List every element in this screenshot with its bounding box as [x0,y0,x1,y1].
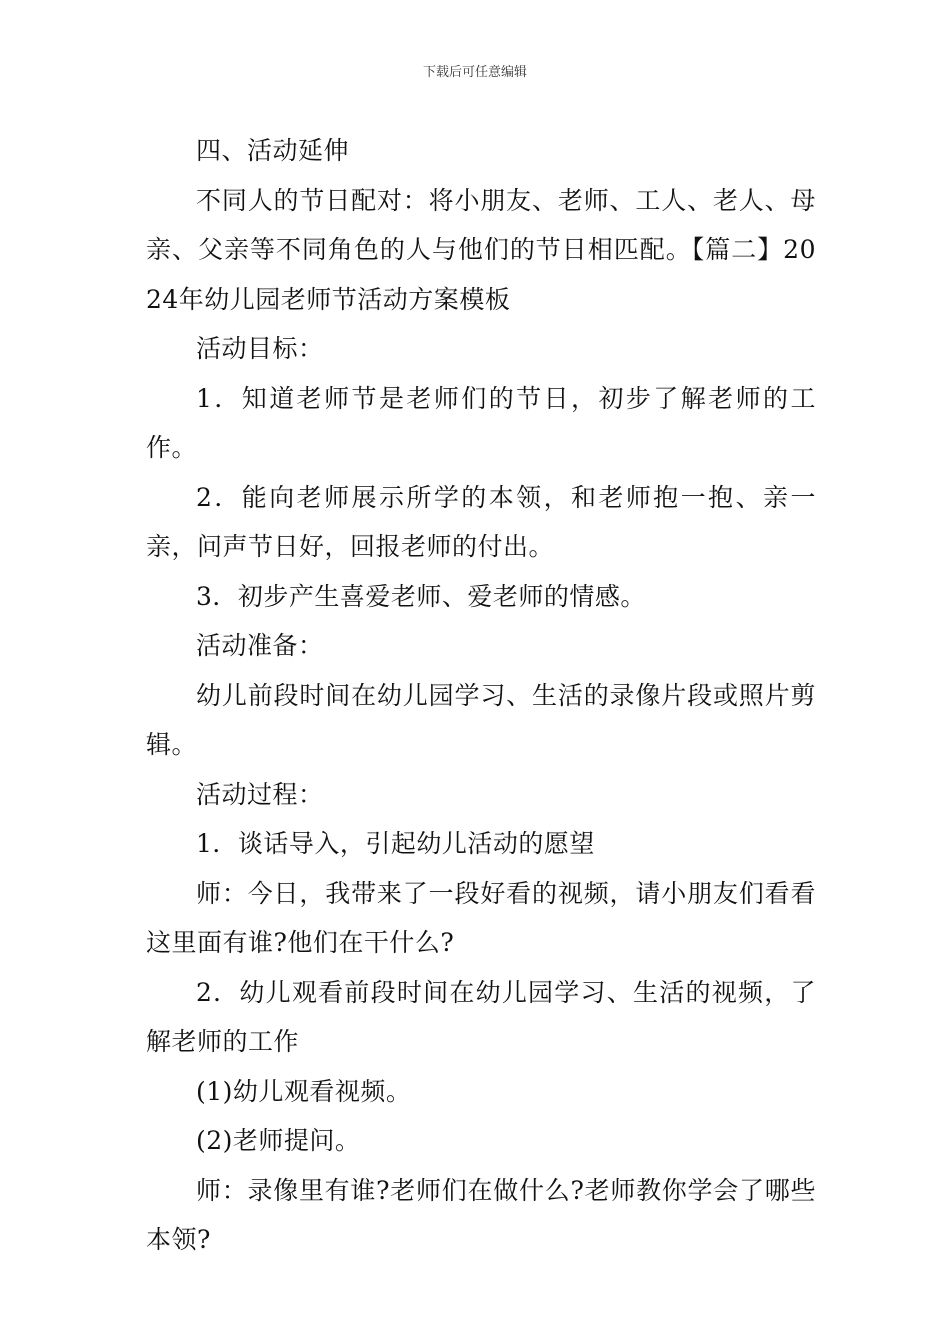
teacher-dialogue-1: 师：今日，我带来了一段好看的视频，请小朋友们看看这里面有谁?他们在干什么? [146,878,816,957]
page-header: 下载后可任意编辑 [422,65,527,80]
heading-activity-preparation: 活动准备： [196,631,324,660]
paragraph-holiday-matching: 不同人的节日配对：将小朋友、老师、工人、老人、母亲、父亲等不同角色的人与他们的节日相匹配。【篇二】2024年幼儿园老师节活动方案模板 [146,185,816,314]
heading-activity-process: 活动过程： [196,779,324,809]
sub-step-2: (2)老师提问。 [196,1126,361,1155]
section-heading-activity-extension: 四、活动延伸 [196,136,350,165]
heading-activity-goals: 活动目标： [196,334,324,363]
goal-item-1: 1．知道老师节是老师们的节日，初步了解老师的工作。 [146,383,816,462]
process-step-2: 2．幼儿观看前段时间在幼儿园学习、生活的视频，了解老师的工作 [146,977,816,1056]
paragraph-preparation: 幼儿前段时间在幼儿园学习、生活的录像片段或照片剪辑。 [146,680,816,759]
process-step-1: 1．谈话导入，引起幼儿活动的愿望 [196,829,595,858]
goal-item-3: 3．初步产生喜爱老师、爱老师的情感。 [196,581,646,611]
document-body [146,126,816,1265]
goal-item-2: 2．能向老师展示所学的本领，和老师抱一抱、亲一亲，问声节日好，回报老师的付出。 [146,482,816,561]
teacher-dialogue-2: 师：录像里有谁?老师们在做什么?老师教你学会了哪些本领? [146,1175,816,1254]
sub-step-1: (1)幼儿观看视频。 [196,1076,412,1106]
